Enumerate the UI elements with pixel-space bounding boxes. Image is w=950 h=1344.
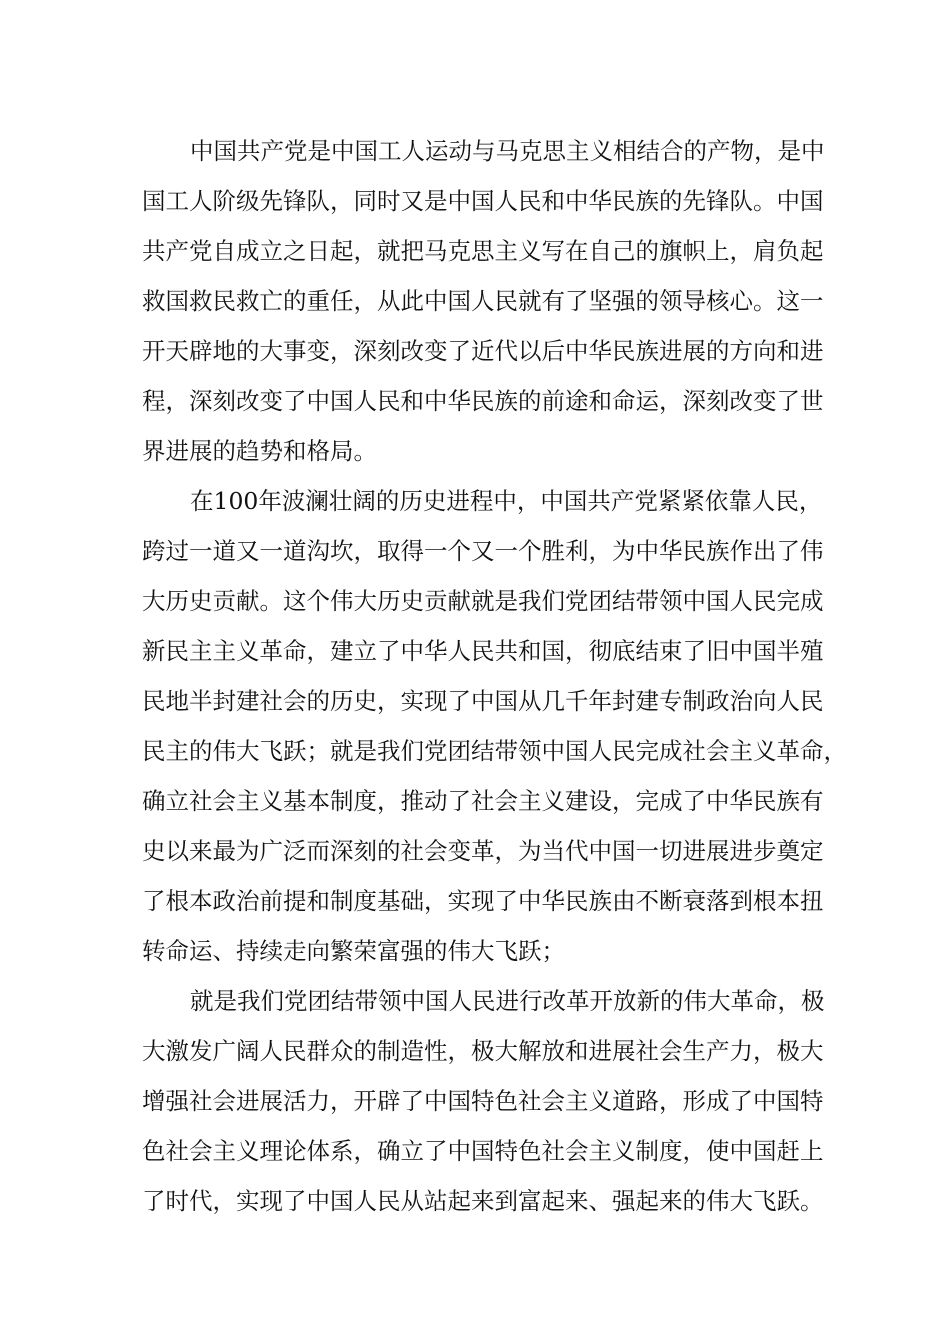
paragraph-2 (142, 476, 847, 976)
paragraph-line: 确立社会主义基本制度，推动了社会主义建设，完成了中华民族有 (142, 787, 824, 815)
paragraph-line: 程，深刻改变了中国人民和中华民族的前途和命运，深刻改变了世 (142, 387, 824, 415)
paragraph-line: 开天辟地的大事变，深刻改变了近代以后中华民族进展的方向和进 (142, 337, 824, 365)
paragraph-line: 跨过一道又一道沟坎，取得一个又一个胜利，为中华民族作出了伟 (142, 537, 824, 565)
paragraph-line: 增强社会进展活力，开辟了中国特色社会主义道路，形成了中国特 (142, 1087, 824, 1115)
paragraph-line: 民地半封建社会的历史，实现了中国从几千年封建专制政治向人民 (142, 687, 824, 715)
paragraph-line: 救国救民救亡的重任，从此中国人民就有了坚强的领导核心。这一 (142, 287, 824, 315)
paragraph-line: 国工人阶级先锋队，同时又是中国人民和中华民族的先锋队。中国 (142, 187, 824, 215)
paragraph-line: 民主的伟大飞跃；就是我们党团结带领中国人民完成社会主义革命， (142, 737, 847, 765)
document-body (142, 126, 847, 1226)
paragraph-line: 大激发广阔人民群众的制造性，极大解放和进展社会生产力，极大 (142, 1037, 824, 1065)
paragraph-line: 了根本政治前提和制度基础，实现了中华民族由不断衰落到根本扭 (142, 887, 824, 915)
paragraph-line: 新民主主义革命，建立了中华人民共和国，彻底结束了旧中国半殖 (142, 637, 824, 665)
paragraph-line: 色社会主义理论体系，确立了中国特色社会主义制度，使中国赶上 (142, 1137, 824, 1165)
paragraph-3 (142, 976, 825, 1226)
paragraph-line: 大历史贡献。这个伟大历史贡献就是我们党团结带领中国人民完成 (142, 587, 824, 615)
paragraph-line: 界进展的趋势和格局。 (142, 437, 377, 465)
paragraph-line: 在100年波澜壮阔的历史进程中，中国共产党紧紧依靠人民， (190, 487, 823, 515)
paragraph-1 (142, 126, 825, 476)
paragraph-line: 共产党自成立之日起，就把马克思主义写在自己的旗帜上，肩负起 (142, 237, 824, 265)
paragraph-line: 了时代，实现了中国人民从站起来到富起来、强起来的伟大飞跃。 (142, 1187, 824, 1215)
paragraph-line: 中国共产党是中国工人运动与马克思主义相结合的产物，是中 (190, 137, 825, 165)
paragraph-line: 史以来最为广泛而深刻的社会变革，为当代中国一切进展进步奠定 (142, 837, 824, 865)
paragraph-line: 转命运、持续走向繁荣富强的伟大飞跃； (142, 937, 565, 965)
paragraph-line: 就是我们党团结带领中国人民进行改革开放新的伟大革命，极 (190, 987, 825, 1015)
